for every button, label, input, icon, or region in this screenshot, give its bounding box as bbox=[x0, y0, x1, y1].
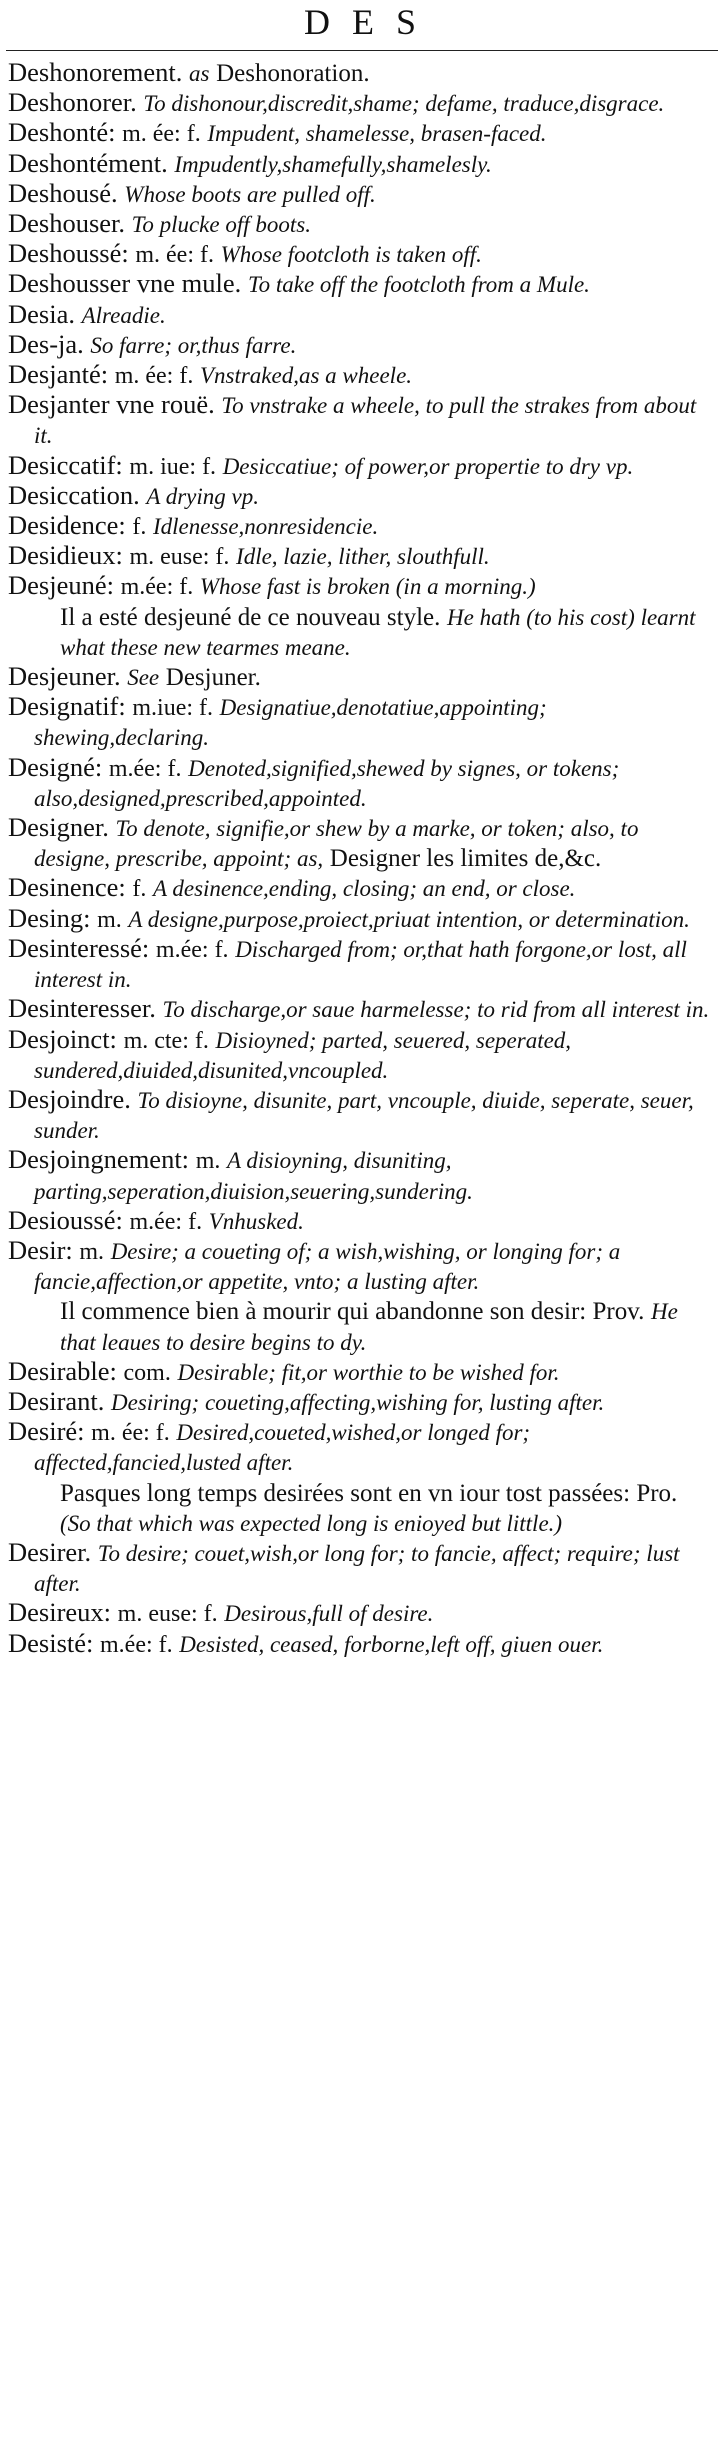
dictionary-entry bbox=[8, 481, 714, 511]
definition: To take off the footcloth from a Mule. bbox=[247, 272, 590, 298]
headword: Desiccatif: bbox=[8, 449, 123, 480]
dictionary-entry bbox=[8, 390, 714, 450]
running-head: DES bbox=[303, 2, 438, 42]
definition: Idle, lazie, lither, slouthfull. bbox=[236, 544, 490, 570]
headword: Desjanté: bbox=[8, 359, 109, 390]
dictionary-entry bbox=[8, 1206, 714, 1236]
headword: Desing: bbox=[8, 902, 91, 933]
dictionary-entry bbox=[8, 753, 714, 813]
headword: Deshouser. bbox=[8, 208, 126, 239]
headword: Desir: bbox=[8, 1234, 73, 1265]
grammar-note: m. euse: f. bbox=[117, 1601, 218, 1628]
headword: Designé: bbox=[8, 751, 103, 782]
headword: Desjoindre. bbox=[8, 1083, 131, 1114]
grammar-note: m.ée: f. bbox=[120, 574, 194, 601]
definition: Desirous,full of desire. bbox=[224, 1601, 434, 1627]
headword: Desinteressé: bbox=[8, 932, 150, 963]
dictionary-entry bbox=[8, 1025, 714, 1085]
grammar-note: m. bbox=[195, 1148, 221, 1175]
usage-example bbox=[34, 1478, 714, 1538]
definition: Desiring; coueting,affecting,wishing for, lusting after. bbox=[111, 1389, 605, 1415]
definition: To dishonour,discredit,shame; defame, traduce,disgrace. bbox=[143, 91, 665, 117]
definition: See bbox=[127, 665, 160, 691]
grammar-note: com. bbox=[123, 1359, 171, 1386]
definition: A desinence,ending, closing; an end, or close. bbox=[152, 876, 576, 902]
usage-example bbox=[34, 602, 714, 662]
headword: Deshousser vne mule. bbox=[8, 268, 242, 299]
dictionary-entry bbox=[8, 1629, 714, 1659]
dictionary-entry bbox=[8, 813, 714, 873]
grammar-note: m. ée: f. bbox=[91, 1420, 170, 1447]
example-english: He hath (to his cost) learnt what these new tearmes meane. bbox=[60, 604, 696, 660]
header-rule bbox=[6, 50, 718, 51]
headword: Des-ja. bbox=[8, 328, 84, 359]
dictionary-entry bbox=[8, 571, 714, 662]
dictionary-entry bbox=[8, 541, 714, 571]
headword: Desjoingnement: bbox=[8, 1144, 190, 1175]
definition: Discharged from; or,that hath forgone,or lost, all interest in. bbox=[34, 936, 687, 993]
definition: To discharge,or saue harmelesse; to rid from all interest in. bbox=[162, 997, 710, 1023]
headword: Desirable: bbox=[8, 1355, 117, 1386]
dictionary-entry bbox=[8, 1145, 714, 1205]
dictionary-entry bbox=[8, 873, 714, 903]
headword: Desireux: bbox=[8, 1597, 112, 1628]
dictionary-entry bbox=[8, 1598, 714, 1628]
definition: To plucke off boots. bbox=[131, 212, 311, 238]
definition: Impudently,shamefully,shamelesly. bbox=[174, 151, 492, 177]
example-french: Il a esté desjeuné de ce nouveau style. bbox=[60, 603, 441, 631]
entry-list bbox=[8, 58, 714, 1659]
headword: Deshoussé: bbox=[8, 238, 129, 269]
definition: Impudent, shamelesse, brasen-faced. bbox=[207, 121, 547, 147]
dictionary-entry bbox=[8, 88, 714, 118]
dictionary-entry bbox=[8, 451, 714, 481]
definition: Desired,coueted,wished,or longed for; affected,fancied,lusted after. bbox=[34, 1420, 531, 1476]
definition: Idlenesse,nonresidencie. bbox=[152, 514, 379, 540]
grammar-note: m. bbox=[97, 906, 122, 933]
definition: Vnstraked,as a wheele. bbox=[199, 363, 413, 389]
definition: Alreadie. bbox=[81, 302, 166, 328]
definition: A disioyning, disuniting, parting,seperation,diuision,seuering,sundering. bbox=[34, 1148, 473, 1204]
dictionary-entry bbox=[8, 1417, 714, 1538]
dictionary-entry bbox=[8, 300, 714, 330]
definition: Vnhusked. bbox=[208, 1208, 304, 1234]
headword: Desinteresser. bbox=[8, 993, 156, 1024]
dictionary-entry bbox=[8, 239, 714, 269]
definition: Desire; a coueting of; a wish,wishing, or longing for; a fancie,affection,or appetite, vnto; a lusting after. bbox=[34, 1238, 621, 1295]
definition: Whose fast is broken (in a morning.) bbox=[199, 574, 536, 600]
dictionary-entry bbox=[8, 118, 714, 148]
headword: Desidieux: bbox=[8, 540, 123, 571]
grammar-note: m.ée: f. bbox=[100, 1631, 173, 1658]
headword: Deshousé. bbox=[8, 177, 118, 208]
dictionary-entry bbox=[8, 934, 714, 994]
grammar-note: m. ée: f. bbox=[135, 242, 214, 269]
definition: To vnstrake a wheele, to pull the strakes from about it. bbox=[34, 393, 697, 449]
definition: To denote, signifie,or shew by a marke, or token; also, to designe, prescribe, appoint; as, bbox=[34, 816, 639, 872]
headword: Deshonorer. bbox=[8, 87, 137, 118]
dictionary-entry bbox=[8, 662, 714, 692]
dictionary-entry bbox=[8, 360, 714, 390]
headword: Desia. bbox=[8, 298, 75, 329]
headword: Desiccation. bbox=[8, 479, 140, 510]
grammar-note: m. ée: f. bbox=[122, 121, 201, 148]
dictionary-entry bbox=[8, 1538, 714, 1598]
example-english: He that leaues to desire begins to dy. bbox=[60, 1299, 678, 1355]
headword: Desjeuné: bbox=[8, 570, 114, 601]
definition: Disioyned; parted, seuered, seperated, sundered,diuided,disunited,vncoupled. bbox=[34, 1027, 572, 1083]
headword: Desjoinct: bbox=[8, 1023, 117, 1054]
headword: Desirer. bbox=[8, 1536, 92, 1567]
definition-tail: Designer les limites de,&c. bbox=[329, 845, 602, 873]
dictionary-entry bbox=[8, 1236, 714, 1357]
definition: Desisted, ceased, forborne,left off, giuen ouer. bbox=[179, 1631, 604, 1657]
definition: as bbox=[189, 61, 210, 86]
headword: Deshonté: bbox=[8, 117, 116, 148]
definition: Whose footcloth is taken off. bbox=[220, 242, 482, 268]
grammar-note: m.iue: f. bbox=[132, 695, 214, 722]
dictionary-entry bbox=[8, 692, 714, 752]
headword: Designer. bbox=[8, 812, 109, 843]
definition-tail: Deshonoration. bbox=[216, 60, 370, 87]
headword: Deshonorement. bbox=[8, 57, 183, 87]
headword: Desjeuner. bbox=[8, 661, 121, 692]
grammar-note: m.ée: f. bbox=[108, 755, 182, 782]
dictionary-entry bbox=[8, 1357, 714, 1387]
definition: Designatiue,denotatiue,appointing; shewing,declaring. bbox=[34, 695, 547, 751]
headword: Desinence: bbox=[8, 872, 126, 903]
definition: Desirable; fit,or worthie to be wished for. bbox=[177, 1359, 560, 1385]
definition: Desiccatiue; of power,or propertie to dry vp. bbox=[222, 453, 634, 479]
dictionary-entry bbox=[8, 994, 714, 1024]
grammar-note: m. iue: f. bbox=[129, 453, 217, 480]
headword: Desiré: bbox=[8, 1416, 85, 1447]
definition: Whose boots are pulled off. bbox=[124, 181, 376, 207]
definition: To disioyne, disunite, part, vncouple, diuide, seperate, seuer, sunder. bbox=[34, 1087, 694, 1144]
definition: So farre; or,thus farre. bbox=[90, 332, 297, 358]
grammar-note: m. bbox=[79, 1238, 105, 1265]
definition: A drying vp. bbox=[146, 483, 259, 509]
headword: Designatif: bbox=[8, 691, 126, 722]
headword: Desioussé: bbox=[8, 1204, 123, 1235]
dictionary-entry bbox=[8, 330, 714, 360]
grammar-note: f. bbox=[132, 514, 147, 541]
grammar-note: m.ée: f. bbox=[129, 1208, 203, 1235]
dictionary-entry bbox=[8, 511, 714, 541]
usage-example bbox=[34, 1296, 714, 1356]
headword: Deshontément. bbox=[8, 147, 168, 178]
dictionary-entry bbox=[8, 904, 714, 934]
grammar-note: m. euse: f. bbox=[129, 544, 230, 571]
headword: Desisté: bbox=[8, 1627, 94, 1658]
definition: A designe,purpose,proiect,priuat intention, or determination. bbox=[128, 906, 690, 932]
grammar-note: m. ée: f. bbox=[114, 363, 194, 390]
grammar-note: f. bbox=[132, 876, 147, 903]
headword: Desirant. bbox=[8, 1385, 105, 1416]
grammar-note: m. cte: f. bbox=[123, 1027, 209, 1054]
dictionary-entry bbox=[8, 209, 714, 239]
definition: Denoted,signified,shewed by signes, or tokens; also,designed,prescribed,appointed. bbox=[34, 755, 620, 811]
dictionary-entry bbox=[8, 179, 714, 209]
dictionary-entry bbox=[8, 1085, 714, 1145]
grammar-note: m.ée: f. bbox=[155, 936, 229, 963]
dictionary-entry bbox=[8, 269, 714, 299]
example-english: (So that which was expected long is enioyed but little.) bbox=[60, 1510, 563, 1536]
definition: To desire; couet,wish,or long for; to fancie, affect; require; lust after. bbox=[34, 1540, 680, 1597]
dictionary-entry bbox=[8, 58, 714, 88]
headword: Desidence: bbox=[8, 510, 126, 541]
example-french: Il commence bien à mourir qui abandonne son desir: Prov. bbox=[60, 1298, 645, 1326]
headword: Desjanter vne rouë. bbox=[8, 389, 215, 420]
dictionary-entry bbox=[8, 1387, 714, 1417]
dictionary-entry bbox=[8, 149, 714, 179]
example-french: Pasques long temps desirées sont en vn iour tost passées: Pro. bbox=[60, 1479, 678, 1507]
definition-tail: Desjuner. bbox=[165, 664, 261, 692]
